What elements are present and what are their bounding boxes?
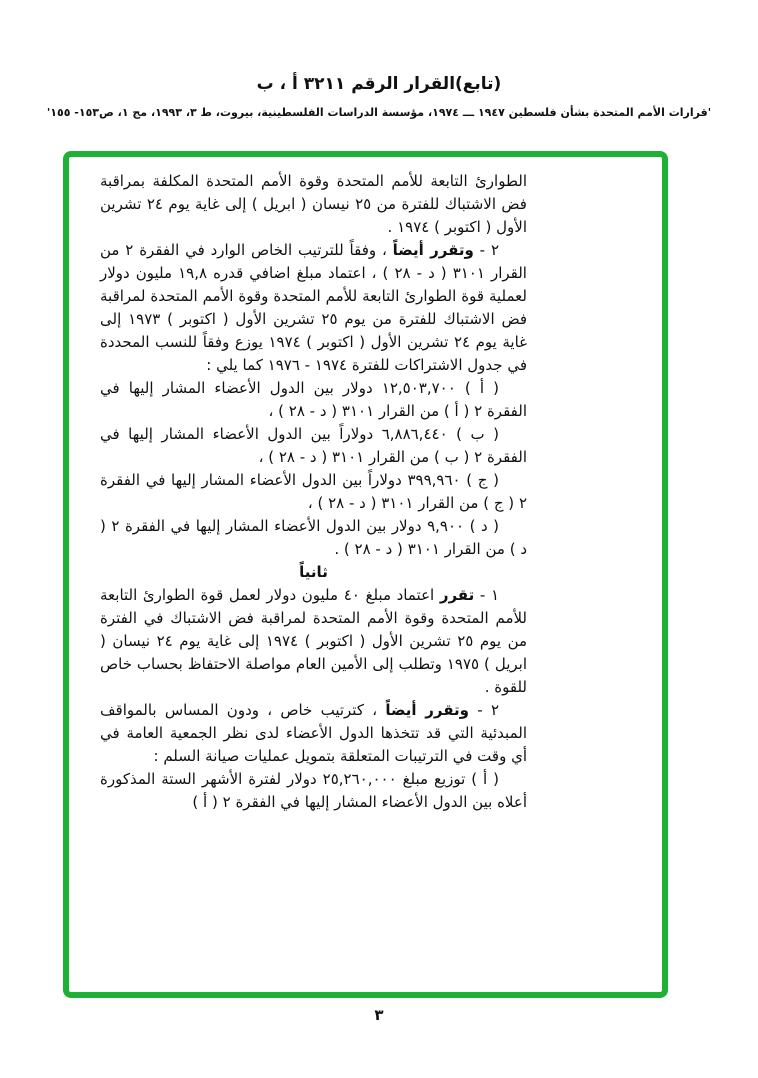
clause-second-a: ( أ ) توزيع مبلغ ٢٥,٢٦٠,٠٠٠ دولار لفترة الأشهر الستة المذكورة أعلاه بين الدول الأعضاء المشار إليها في الفقرة ٢ ( أ ) xyxy=(100,770,527,811)
clause-c: ( ج ) ٣٩٩,٩٦٠ دولاراً بين الدول الأعضاء المشار إليها في الفقرة ٢ ( ج ) من القرار ٣١٠١ ( د - ٢٨ ) ، xyxy=(100,471,527,512)
para-second-1 xyxy=(100,584,527,699)
para-lead: ٢ - xyxy=(468,701,499,719)
resolution-text-block xyxy=(100,170,527,814)
clause-b: ( ب ) ٦,٨٨٦,٤٤٠ دولاراً بين الدول الأعضاء المشار إليها في الفقرة ٢ ( ب ) من القرار ٣١٠١ ( د - ٢٨ ) ، xyxy=(100,425,527,466)
para-second-2 xyxy=(100,699,527,768)
para-text: ، وفقاً للترتيب الخاص الوارد في الفقرة ٢ من القرار ٣١٠١ ( د - ٢٨ ) ، اعتماد مبلغ اضافي قدره ١٩,٨ مليون دولار لعملية قوة الطوارئ التابعة للأمم المتحدة وقوة الأمم المتحدة لمراقبة فض الاشتباك للفترة من يوم ٢٥ تشرين الأول ( اكتوبر ) ١٩٧٣ إلى غاية يوم ٢٤ تشرين الأول ( اكتوبر ) ١٩٧٤ يوزع وفقاً للنسب المحددة في جدول الاشتراكات للفترة ١٩٧٤ - ١٩٧٦ كما يلي : xyxy=(100,241,528,374)
para-bold: تقرر xyxy=(439,586,475,604)
clause-d: ( د ) ٩,٩٠٠ دولار بين الدول الأعضاء المشار إليها في الفقرة ٢ ( د ) من القرار ٣١٠١ ( د - ٢٨ ) . xyxy=(100,517,527,558)
clause-a: ( أ ) ١٢,٥٠٣,٧٠٠ دولار بين الدول الأعضاء المشار إليها في الفقرة ٢ ( أ ) من القرار ٣١٠١ ( د - ٢٨ ) ، xyxy=(100,379,527,420)
para-bold: وتقرر أيضاً xyxy=(385,701,469,719)
para-bold: وتقرر أيضاً xyxy=(392,241,474,259)
page-number: ٣ xyxy=(374,1006,384,1024)
para-text: اعتماد مبلغ ٤٠ مليون دولار لعمل قوة الطوارئ التابعة للأمم المتحدة وقوة الأمم المتحدة لمراقبة فض الاشتباك في الفترة من يوم ٢٥ تشرين الأول ( اكتوبر ) ١٩٧٤ إلى غاية يوم ٢٤ نيسان ( ابريل ) ١٩٧٥ وتطلب إلى الأمين العام مواصلة الاحتفاظ بحساب خاص للقوة . xyxy=(100,586,528,696)
para-lead: ٢ - xyxy=(473,241,499,259)
source-citation: 'قرارات الأمم المتحدة بشأن فلسطين ١٩٤٧ ـــ ١٩٧٤، مؤسسة الدراسات الفلسطينية، بيروت، ط ٣، ١٩٩٣، مج ١، ص١٥٣- ١٥٥' xyxy=(46,106,712,119)
para-intro-continuation: الطوارئ التابعة للأمم المتحدة وقوة الأمم المتحدة المكلفة بمراقبة فض الاشتباك للفترة من ٢٥ نيسان ( ابريل ) إلى غاية يوم ٢٤ تشرين الأول ( اكتوبر ) ١٩٧٤ . xyxy=(100,172,527,236)
section-heading-second: ثانياً xyxy=(299,563,328,581)
resolution-title: (تابع)القرار الرقم ٣٢١١ أ ، ب xyxy=(256,74,502,94)
para-text: ، كترتيب خاص ، ودون المساس بالمواقف المبدئية التي قد تتخذها الدول الأعضاء لدى نظر الجمعية العامة في أي وقت في الترتيبات المتعلقة بتمويل عمليات صيانة السلم : xyxy=(100,701,527,765)
para-decision-2 xyxy=(100,239,527,377)
para-lead: ١ - xyxy=(474,586,499,604)
